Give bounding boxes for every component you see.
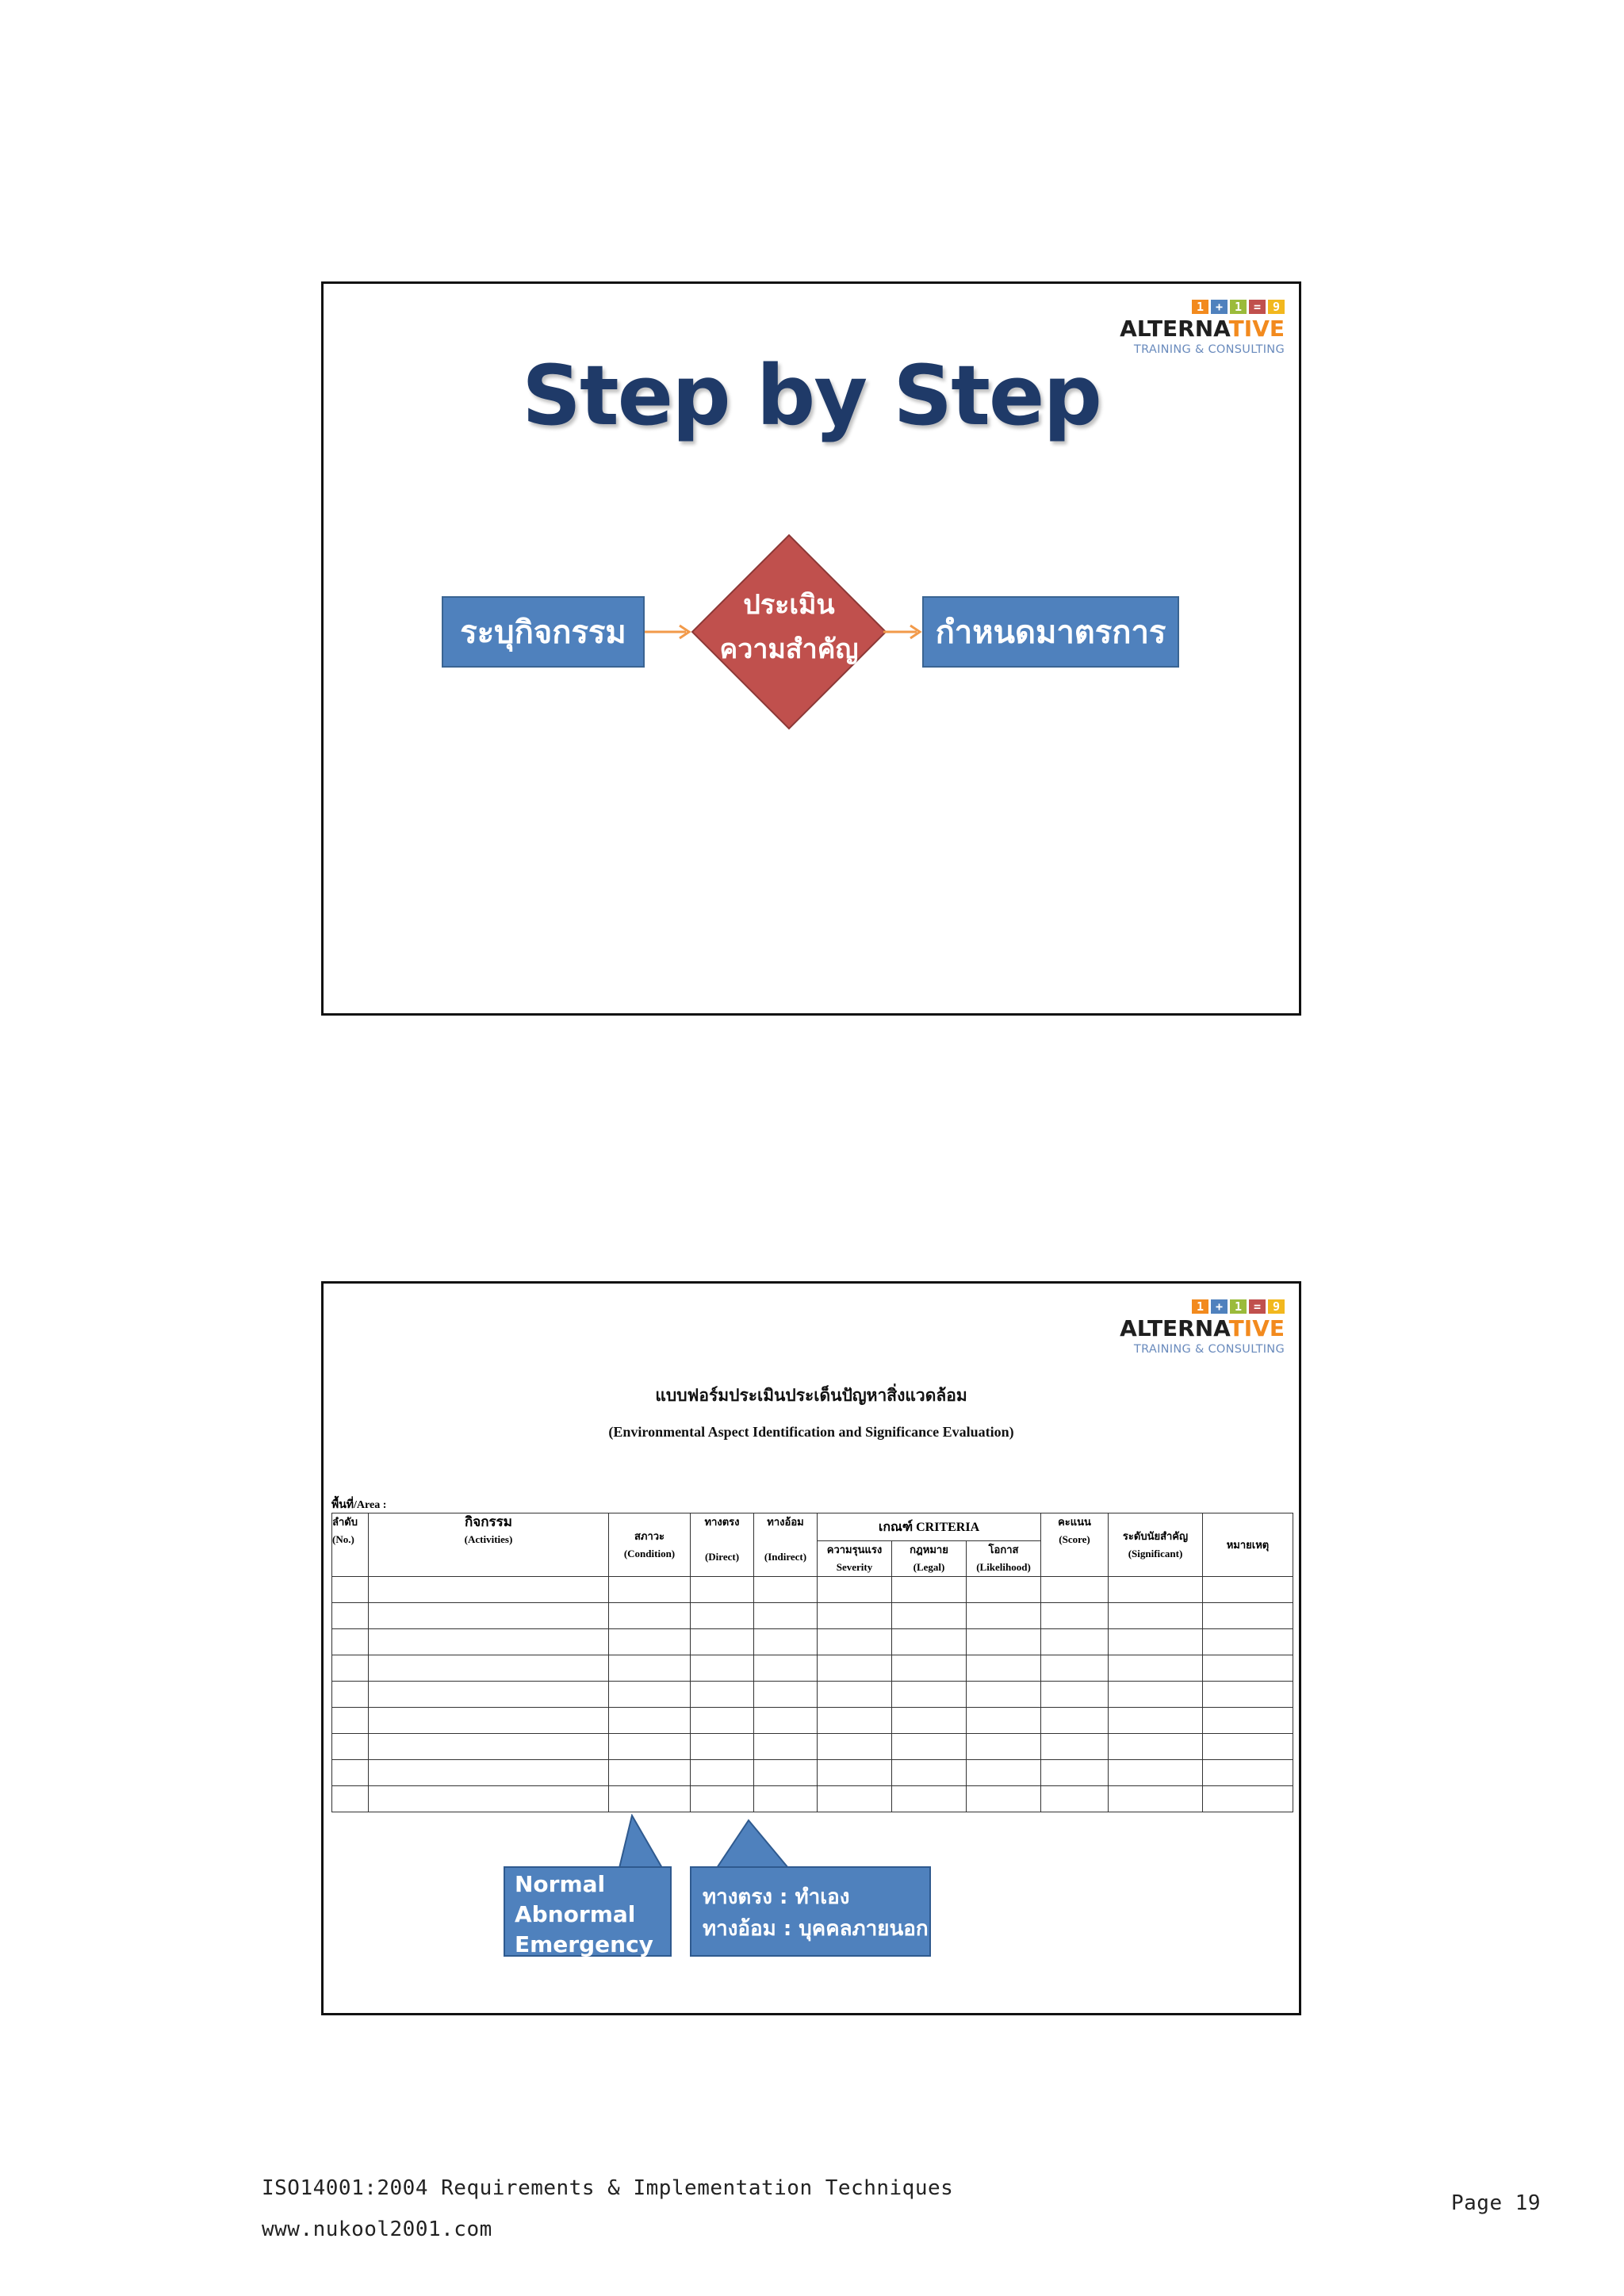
col-likelihood: โอกาส (Likelihood) bbox=[967, 1541, 1041, 1577]
table-cell bbox=[609, 1682, 691, 1708]
flow-step-measures: กำหนดมาตรการ bbox=[922, 596, 1179, 668]
form-title-thai: แบบฟอร์มประเมินประเด็นปัญหาสิ่งแวดล้อม bbox=[655, 1386, 967, 1405]
table-row bbox=[332, 1734, 1293, 1760]
col-indirect: ทางอ้อม (Indirect) bbox=[754, 1513, 818, 1577]
logo-word: ALTERNATIVE bbox=[1120, 1315, 1285, 1341]
table-row bbox=[332, 1786, 1293, 1812]
table-cell bbox=[609, 1603, 691, 1629]
callout-pointer bbox=[596, 1814, 667, 1869]
table-cell bbox=[754, 1682, 818, 1708]
table-cell bbox=[892, 1760, 967, 1786]
table-cell bbox=[691, 1786, 754, 1812]
table-cell bbox=[892, 1734, 967, 1760]
table-cell bbox=[369, 1682, 609, 1708]
table-cell bbox=[1109, 1629, 1203, 1655]
table-cell bbox=[1203, 1655, 1293, 1682]
table-cell bbox=[967, 1655, 1041, 1682]
table-cell bbox=[691, 1655, 754, 1682]
table-cell bbox=[1109, 1786, 1203, 1812]
table-cell bbox=[754, 1708, 818, 1734]
table-cell bbox=[754, 1734, 818, 1760]
table-cell bbox=[1109, 1760, 1203, 1786]
table-row bbox=[332, 1708, 1293, 1734]
table-cell bbox=[967, 1708, 1041, 1734]
table-cell bbox=[1041, 1734, 1109, 1760]
table-row bbox=[332, 1577, 1293, 1603]
table-cell bbox=[369, 1786, 609, 1812]
table-cell bbox=[332, 1786, 369, 1812]
col-remark: หมายเหตุ bbox=[1203, 1513, 1293, 1577]
callout-line: Normal bbox=[515, 1871, 606, 1897]
logo-word: ALTERNATIVE bbox=[1120, 316, 1285, 342]
table-cell bbox=[967, 1734, 1041, 1760]
table-cell bbox=[1109, 1708, 1203, 1734]
table-cell bbox=[818, 1786, 892, 1812]
table-cell bbox=[967, 1603, 1041, 1629]
col-legal: กฎหมาย (Legal) bbox=[892, 1541, 967, 1577]
callout-condition bbox=[504, 1866, 672, 1957]
table-cell bbox=[818, 1682, 892, 1708]
footer-url: www.nukool2001.com bbox=[262, 2218, 492, 2241]
table-cell bbox=[609, 1655, 691, 1682]
slide-title: Step by Step bbox=[522, 347, 1101, 444]
col-score: คะแนน (Score) bbox=[1041, 1513, 1109, 1577]
table-cell bbox=[369, 1655, 609, 1682]
table-cell bbox=[369, 1629, 609, 1655]
arrow-right-icon bbox=[645, 622, 694, 642]
table-cell bbox=[818, 1603, 892, 1629]
table-cell bbox=[1041, 1760, 1109, 1786]
callout-line: ทางอ้อม : บุคคลภายนอก bbox=[703, 1917, 929, 1941]
table-cell bbox=[1109, 1734, 1203, 1760]
table-cell bbox=[967, 1577, 1041, 1603]
table-cell bbox=[691, 1708, 754, 1734]
table-cell bbox=[892, 1786, 967, 1812]
table-cell bbox=[609, 1734, 691, 1760]
col-activities: กิจกรรม (Activities) bbox=[369, 1513, 609, 1577]
callout-line: Emergency bbox=[515, 1931, 653, 1957]
table-cell bbox=[691, 1603, 754, 1629]
table-row bbox=[332, 1629, 1293, 1655]
table-cell bbox=[1203, 1708, 1293, 1734]
table-row bbox=[332, 1760, 1293, 1786]
col-direct: ทางตรง (Direct) bbox=[691, 1513, 754, 1577]
table-cell bbox=[1203, 1603, 1293, 1629]
logo-block: 1 bbox=[1192, 1299, 1208, 1314]
logo-tagline: TRAINING & CONSULTING bbox=[1133, 1343, 1285, 1356]
logo-block: = bbox=[1249, 1299, 1266, 1314]
table-row bbox=[332, 1682, 1293, 1708]
table-cell bbox=[1041, 1708, 1109, 1734]
table-cell bbox=[818, 1708, 892, 1734]
table-cell bbox=[609, 1760, 691, 1786]
table-cell bbox=[967, 1629, 1041, 1655]
table-cell bbox=[1109, 1682, 1203, 1708]
table-cell bbox=[332, 1577, 369, 1603]
alternative-logo bbox=[1120, 1299, 1285, 1363]
table-cell bbox=[818, 1760, 892, 1786]
table-cell bbox=[892, 1655, 967, 1682]
table-cell bbox=[754, 1786, 818, 1812]
col-condition: สภาวะ (Condition) bbox=[609, 1513, 691, 1577]
table-cell bbox=[967, 1786, 1041, 1812]
table-body bbox=[332, 1577, 1293, 1812]
table-cell bbox=[332, 1629, 369, 1655]
table-cell bbox=[967, 1760, 1041, 1786]
table-cell bbox=[332, 1655, 369, 1682]
callout-line: ทางตรง : ทำเอง bbox=[703, 1885, 850, 1909]
table-cell bbox=[691, 1760, 754, 1786]
table-cell bbox=[754, 1655, 818, 1682]
table-row bbox=[332, 1655, 1293, 1682]
table-cell bbox=[691, 1629, 754, 1655]
logo-block: 9 bbox=[1268, 1299, 1285, 1314]
table-cell bbox=[332, 1760, 369, 1786]
table-cell bbox=[818, 1734, 892, 1760]
table-cell bbox=[1041, 1577, 1109, 1603]
logo-block: + bbox=[1211, 1299, 1228, 1314]
table-header-row bbox=[332, 1513, 1293, 1541]
logo-block: 1 bbox=[1230, 300, 1247, 314]
table-cell bbox=[332, 1682, 369, 1708]
table-cell bbox=[691, 1682, 754, 1708]
table-cell bbox=[369, 1708, 609, 1734]
logo-blocks bbox=[1192, 1299, 1285, 1314]
table-cell bbox=[1109, 1655, 1203, 1682]
table-cell bbox=[1203, 1682, 1293, 1708]
flow-step-evaluate-label: ประเมิน ความสำคัญ bbox=[719, 589, 859, 665]
logo-block: + bbox=[1211, 300, 1228, 314]
callout-line: Abnormal bbox=[515, 1901, 636, 1927]
table-cell bbox=[609, 1629, 691, 1655]
logo-block: 9 bbox=[1268, 300, 1285, 314]
table-cell bbox=[818, 1629, 892, 1655]
table-cell bbox=[332, 1603, 369, 1629]
table-cell bbox=[332, 1734, 369, 1760]
footer-title: ISO14001:2004 Requirements & Implementation Techniques bbox=[262, 2176, 954, 2200]
table-cell bbox=[1041, 1786, 1109, 1812]
slide-step-by-step bbox=[321, 281, 1301, 1016]
table-cell bbox=[892, 1603, 967, 1629]
table-cell bbox=[1041, 1655, 1109, 1682]
table-cell bbox=[892, 1629, 967, 1655]
table-row bbox=[332, 1603, 1293, 1629]
area-label: พื้นที่/Area : bbox=[331, 1499, 387, 1511]
table-cell bbox=[892, 1682, 967, 1708]
table-cell bbox=[1203, 1629, 1293, 1655]
flow-step-evaluate bbox=[691, 534, 887, 730]
logo-block: 1 bbox=[1230, 1299, 1247, 1314]
table-cell bbox=[691, 1734, 754, 1760]
table-cell bbox=[1203, 1786, 1293, 1812]
table-cell bbox=[967, 1682, 1041, 1708]
table-cell bbox=[691, 1577, 754, 1603]
callout-pointer bbox=[712, 1819, 791, 1869]
slide-evaluation-form bbox=[321, 1281, 1301, 2015]
table-cell bbox=[1041, 1603, 1109, 1629]
table-cell bbox=[369, 1734, 609, 1760]
table-cell bbox=[818, 1655, 892, 1682]
table-cell bbox=[369, 1603, 609, 1629]
evaluation-table bbox=[331, 1513, 1293, 1812]
flow-step-identify: ระบุกิจกรรม bbox=[442, 596, 645, 668]
logo-block: = bbox=[1249, 300, 1266, 314]
col-no: ลำดับ (No.) bbox=[332, 1513, 369, 1577]
table-cell bbox=[609, 1786, 691, 1812]
table-cell bbox=[754, 1577, 818, 1603]
col-criteria: เกณฑ์ CRITERIA bbox=[818, 1513, 1041, 1541]
table-cell bbox=[369, 1760, 609, 1786]
table-cell bbox=[1041, 1629, 1109, 1655]
table-cell bbox=[1109, 1577, 1203, 1603]
table-cell bbox=[332, 1708, 369, 1734]
table-cell bbox=[818, 1577, 892, 1603]
table-cell bbox=[1109, 1603, 1203, 1629]
col-severity: ความรุนแรง Severity bbox=[818, 1541, 892, 1577]
table-cell bbox=[754, 1629, 818, 1655]
table-cell bbox=[892, 1708, 967, 1734]
table-cell bbox=[754, 1603, 818, 1629]
table-cell bbox=[1203, 1577, 1293, 1603]
table-cell bbox=[1041, 1682, 1109, 1708]
arrow-right-icon bbox=[883, 622, 925, 642]
table-cell bbox=[1203, 1734, 1293, 1760]
logo-tagline: TRAINING & CONSULTING bbox=[1133, 343, 1285, 356]
table-cell bbox=[609, 1708, 691, 1734]
col-significant: ระดับนัยสำคัญ (Significant) bbox=[1109, 1513, 1203, 1577]
table-cell bbox=[609, 1577, 691, 1603]
form-title-english: (Environmental Aspect Identification and Significance Evaluation) bbox=[608, 1424, 1014, 1440]
logo-blocks bbox=[1192, 300, 1285, 314]
table-cell bbox=[892, 1577, 967, 1603]
table-cell bbox=[754, 1760, 818, 1786]
table-cell bbox=[1203, 1760, 1293, 1786]
page-number: Page 19 bbox=[1451, 2191, 1542, 2215]
table-cell bbox=[369, 1577, 609, 1603]
callout-direct-indirect bbox=[690, 1866, 931, 1957]
logo-block: 1 bbox=[1192, 300, 1208, 314]
